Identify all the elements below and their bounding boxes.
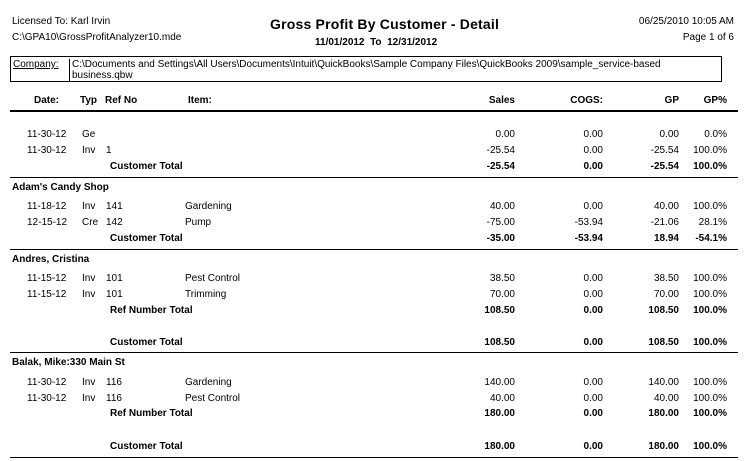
total-cogs: 0.00 bbox=[583, 161, 603, 172]
ref-total-cogs: 0.00 bbox=[583, 305, 603, 316]
ref-total-pct: 100.0% bbox=[693, 305, 727, 316]
row-ref: 141 bbox=[106, 201, 123, 212]
header-rule bbox=[10, 110, 738, 112]
row-pct: 100.0% bbox=[693, 145, 727, 156]
row-gp: 38.50 bbox=[653, 273, 679, 284]
row-gp: 40.00 bbox=[653, 393, 679, 404]
row-gp: 40.00 bbox=[653, 201, 679, 212]
row-pct: 100.0% bbox=[693, 393, 727, 404]
row-date: 11-30-12 bbox=[27, 145, 67, 156]
report-title: Gross Profit By Customer - Detail bbox=[270, 16, 500, 32]
col-ref: Ref No bbox=[105, 95, 138, 106]
row-gp: -21.06 bbox=[650, 217, 679, 228]
total-sales: 108.50 bbox=[484, 337, 515, 348]
col-cogs: COGS: bbox=[570, 95, 603, 106]
group-divider bbox=[10, 249, 738, 250]
file-path: C:\GPA10\GrossProfitAnalyzer10.mde bbox=[12, 32, 182, 43]
ref-number-total-label: Ref Number Total bbox=[110, 408, 193, 419]
row-ref: 101 bbox=[106, 273, 123, 284]
row-sales: -25.54 bbox=[486, 145, 515, 156]
total-cogs: 0.00 bbox=[583, 441, 603, 452]
row-type: Inv bbox=[82, 393, 96, 404]
date-to-word: To bbox=[370, 37, 382, 48]
ref-number-total-label: Ref Number Total bbox=[110, 305, 193, 316]
row-sales: 40.00 bbox=[489, 201, 515, 212]
row-ref: 142 bbox=[106, 217, 123, 228]
row-pct: 100.0% bbox=[693, 377, 727, 388]
group-divider bbox=[10, 352, 738, 353]
ref-total-gp: 180.00 bbox=[648, 408, 679, 419]
total-gp: -25.54 bbox=[650, 161, 679, 172]
page-info: Page 1 of 6 bbox=[682, 32, 734, 43]
group-divider bbox=[10, 177, 738, 178]
customer-name: Balak, Mike:330 Main St bbox=[12, 357, 125, 368]
total-pct: 100.0% bbox=[693, 161, 727, 172]
row-cogs: 0.00 bbox=[583, 129, 603, 140]
row-type: Ge bbox=[82, 129, 96, 140]
total-pct: 100.0% bbox=[693, 337, 727, 348]
total-gp: 18.94 bbox=[653, 233, 679, 244]
row-sales: 0.00 bbox=[495, 129, 515, 140]
customer-total-label: Customer Total bbox=[110, 441, 183, 452]
row-type: Inv bbox=[82, 377, 96, 388]
row-cogs: 0.00 bbox=[583, 145, 603, 156]
date-range bbox=[315, 37, 437, 48]
print-datetime: 06/25/2010 10:05 AM bbox=[638, 16, 734, 27]
row-sales: 38.50 bbox=[489, 273, 515, 284]
row-cogs: 0.00 bbox=[583, 377, 603, 388]
row-pct: 28.1% bbox=[698, 217, 727, 228]
row-gp: -25.54 bbox=[650, 145, 679, 156]
group-divider bbox=[10, 457, 738, 458]
row-type: Inv bbox=[82, 273, 96, 284]
row-item: Gardening bbox=[185, 377, 232, 388]
col-date: Date: bbox=[34, 95, 60, 106]
row-sales: 140.00 bbox=[484, 377, 515, 388]
company-path-line2: business.qbw bbox=[72, 70, 133, 81]
row-type: Cre bbox=[82, 217, 99, 228]
row-item: Pump bbox=[185, 217, 212, 228]
company-path bbox=[69, 59, 661, 81]
row-ref: 116 bbox=[106, 393, 122, 404]
total-pct: 100.0% bbox=[693, 441, 727, 452]
row-date: 11-30-12 bbox=[27, 377, 67, 388]
col-gp: GP bbox=[664, 95, 679, 106]
row-date: 11-15-12 bbox=[27, 273, 67, 284]
row-type: Inv bbox=[82, 145, 96, 156]
row-item: Trimming bbox=[185, 289, 227, 300]
col-item: Item: bbox=[188, 95, 212, 106]
row-gp: 140.00 bbox=[648, 377, 679, 388]
row-date: 11-15-12 bbox=[27, 289, 67, 300]
row-item: Pest Control bbox=[185, 273, 241, 284]
row-date: 11-30-12 bbox=[27, 129, 67, 140]
row-cogs: 0.00 bbox=[583, 273, 603, 284]
total-gp: 108.50 bbox=[648, 337, 679, 348]
row-cogs: -53.94 bbox=[574, 217, 603, 228]
row-date: 12-15-12 bbox=[27, 217, 68, 228]
total-sales: 180.00 bbox=[484, 441, 515, 452]
company-label: Company: bbox=[13, 59, 59, 70]
row-gp: 70.00 bbox=[653, 289, 679, 300]
row-ref: 116 bbox=[106, 377, 122, 388]
row-sales: -75.00 bbox=[486, 217, 515, 228]
row-type: Inv bbox=[82, 201, 96, 212]
total-sales: -25.54 bbox=[486, 161, 515, 172]
row-ref: 1 bbox=[106, 145, 112, 156]
row-ref: 101 bbox=[106, 289, 123, 300]
row-item: Gardening bbox=[185, 201, 232, 212]
total-cogs: 0.00 bbox=[583, 337, 603, 348]
ref-total-sales: 108.50 bbox=[484, 305, 515, 316]
ref-total-sales: 180.00 bbox=[484, 408, 515, 419]
row-pct: 100.0% bbox=[693, 289, 727, 300]
company-path-line1: C:\Documents and Settings\All Users\Documents\Intuit\QuickBooks\Sample Company Files\QuickBooks 2009\sample_service-based bbox=[72, 59, 661, 70]
date-from: 11/01/2012 bbox=[315, 37, 365, 48]
row-sales: 40.00 bbox=[489, 393, 515, 404]
row-sales: 70.00 bbox=[489, 289, 515, 300]
total-gp: 180.00 bbox=[648, 441, 679, 452]
total-cogs: -53.94 bbox=[574, 233, 603, 244]
row-type: Inv bbox=[82, 289, 96, 300]
row-cogs: 0.00 bbox=[583, 201, 603, 212]
row-gp: 0.00 bbox=[659, 129, 679, 140]
ref-total-pct: 100.0% bbox=[693, 408, 727, 419]
col-type: Typ bbox=[80, 95, 98, 106]
date-to: 12/31/2012 bbox=[387, 37, 438, 48]
customer-name: Andres, Cristina bbox=[12, 254, 90, 265]
row-date: 11-18-12 bbox=[27, 201, 67, 212]
total-sales: -35.00 bbox=[486, 233, 515, 244]
row-pct: 100.0% bbox=[693, 273, 727, 284]
col-sales: Sales bbox=[488, 95, 515, 106]
row-cogs: 0.00 bbox=[583, 289, 603, 300]
col-gp-pct: GP% bbox=[703, 95, 727, 106]
customer-total-label: Customer Total bbox=[110, 337, 183, 348]
customer-total-label: Customer Total bbox=[110, 161, 183, 172]
row-pct: 0.0% bbox=[704, 129, 727, 140]
customer-name: Adam's Candy Shop bbox=[12, 182, 109, 193]
ref-total-cogs: 0.00 bbox=[583, 408, 603, 419]
customer-total-label: Customer Total bbox=[110, 233, 183, 244]
row-item: Pest Control bbox=[185, 393, 241, 404]
ref-total-gp: 108.50 bbox=[648, 305, 679, 316]
licensed-to: Licensed To: Karl Irvin bbox=[12, 16, 111, 27]
total-pct: -54.1% bbox=[695, 233, 727, 244]
row-cogs: 0.00 bbox=[583, 393, 603, 404]
row-pct: 100.0% bbox=[693, 201, 727, 212]
row-date: 11-30-12 bbox=[27, 393, 67, 404]
